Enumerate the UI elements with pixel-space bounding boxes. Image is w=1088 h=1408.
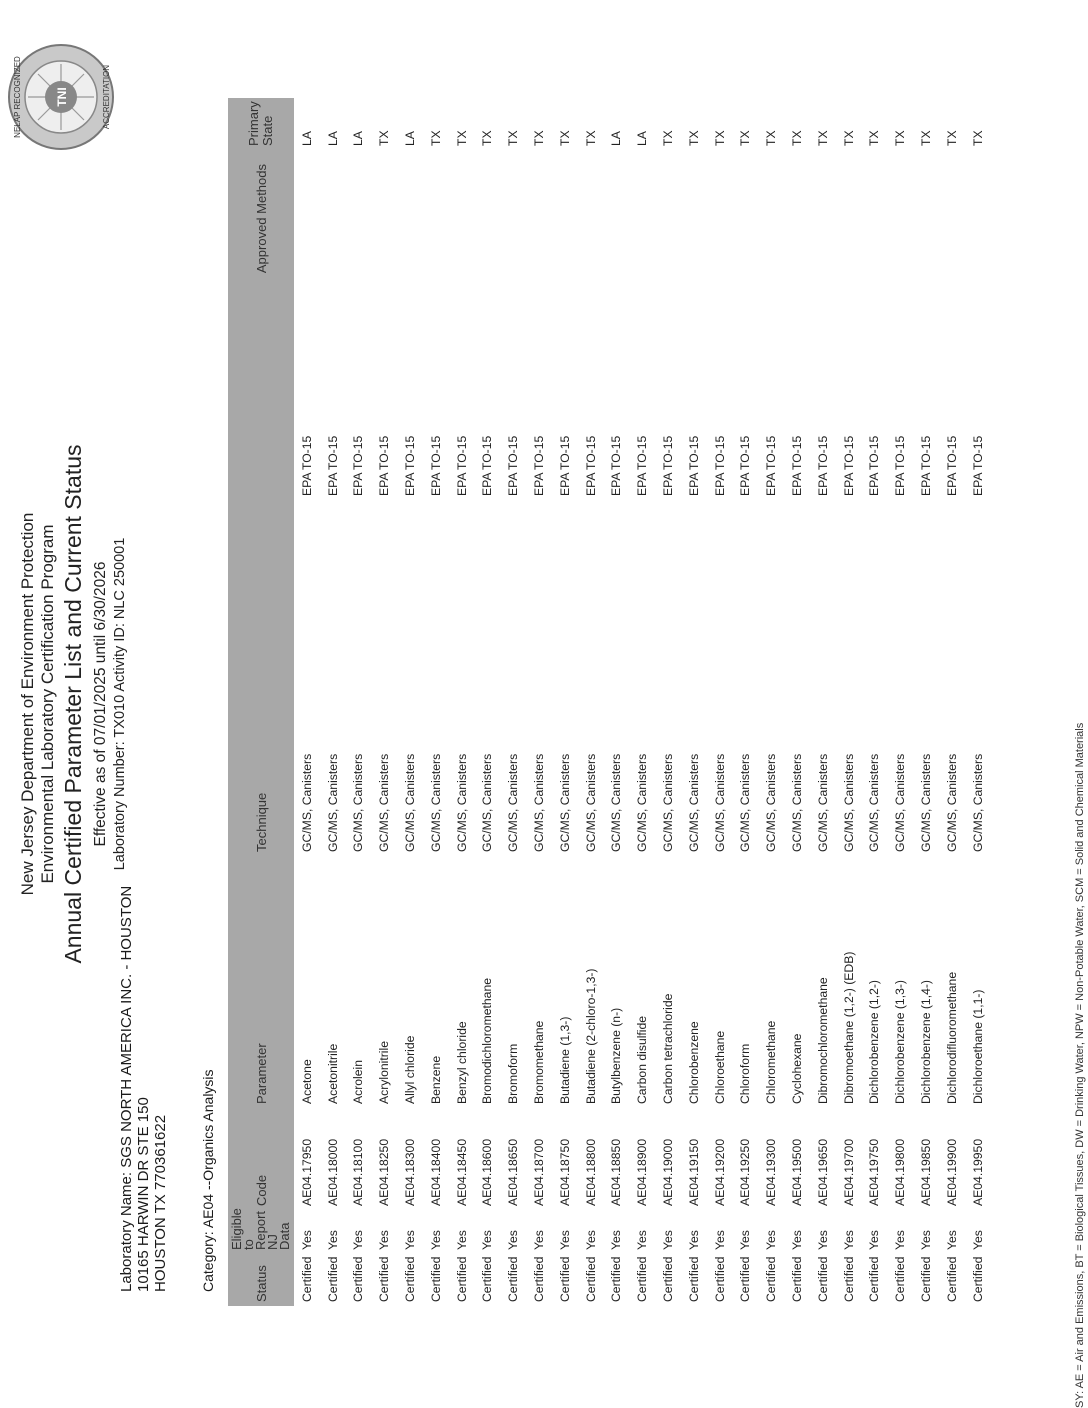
cell-eligible: Yes (377, 1230, 392, 1250)
cell-method: EPA TO-15 (764, 435, 779, 496)
cell-method: EPA TO-15 (867, 435, 882, 496)
cell-eligible: Yes (686, 1230, 701, 1250)
cell-parameter: Bromomethane (532, 1020, 547, 1104)
cell-technique: GC/MS, Canisters (919, 753, 934, 852)
effective-dates: Effective as of 07/01/2025 until 6/30/2026 (92, 561, 109, 847)
cell-method: EPA TO-15 (712, 435, 727, 496)
table-row (784, 98, 810, 1306)
cell-parameter: Chloromethane (764, 1020, 779, 1104)
cell-technique: GC/MS, Canisters (506, 753, 521, 852)
program-name: Environmental Laboratory Certification Program (38, 524, 57, 884)
cell-technique: GC/MS, Canisters (609, 753, 624, 852)
cell-code: AE04.18750 (557, 1138, 572, 1206)
table-row (604, 98, 630, 1306)
cell-method: EPA TO-15 (815, 435, 830, 496)
cell-technique: GC/MS, Canisters (454, 753, 469, 852)
cell-method: EPA TO-15 (686, 435, 701, 496)
cell-parameter: Bromodichloromethane (480, 977, 495, 1104)
cell-status: Certified (506, 1256, 521, 1302)
cell-eligible: Yes (738, 1230, 753, 1250)
col-code: Code (253, 1174, 269, 1206)
cell-code: AE04.18650 (506, 1138, 521, 1206)
cell-state: TX (893, 130, 908, 146)
cell-status: Certified (428, 1256, 443, 1302)
cell-technique: GC/MS, Canisters (970, 753, 985, 852)
cell-parameter: Carbon tetrachloride (661, 993, 676, 1104)
cell-technique: GC/MS, Canisters (867, 753, 882, 852)
cell-state: TX (841, 130, 856, 146)
cell-parameter: Acrylonitrile (377, 1041, 392, 1104)
cell-status: Certified (480, 1256, 495, 1302)
cell-technique: GC/MS, Canisters (893, 753, 908, 852)
cell-eligible: Yes (557, 1230, 572, 1250)
cell-code: AE04.19300 (764, 1138, 779, 1206)
cell-status: Certified (454, 1256, 469, 1302)
cell-code: AE04.18800 (583, 1138, 598, 1206)
cell-state: TX (428, 130, 443, 146)
table-row (733, 98, 759, 1306)
cell-code: AE04.19150 (686, 1138, 701, 1206)
cell-method: EPA TO-15 (325, 435, 340, 496)
cell-method: EPA TO-15 (661, 435, 676, 496)
cell-parameter: Carbon disulfide (635, 1015, 650, 1104)
svg-text:ACCREDITATION: ACCREDITATION (102, 64, 111, 130)
col-primary-state: Primary State (246, 101, 275, 146)
agency-name: New Jersey Department of Environment Protection (18, 512, 37, 896)
lab-address-line2: HOUSTON TX 770361622 (152, 1114, 169, 1292)
cell-parameter: Dichlorobenzene (1,3-) (893, 980, 908, 1104)
cell-code: AE04.19200 (712, 1138, 727, 1206)
cell-state: TX (583, 130, 598, 146)
cell-eligible: Yes (661, 1230, 676, 1250)
cell-eligible: Yes (532, 1230, 547, 1250)
cell-state: LA (325, 131, 340, 146)
page-title: Annual Certified Parameter List and Current Status (60, 444, 86, 964)
col-status: Status (253, 1265, 269, 1302)
cell-state: TX (944, 130, 959, 146)
cell-parameter: Butadiene (2-chloro-1,3-) (583, 968, 598, 1104)
table-row (629, 98, 655, 1306)
cell-technique: GC/MS, Canisters (480, 753, 495, 852)
cell-status: Certified (738, 1256, 753, 1302)
cell-method: EPA TO-15 (403, 435, 418, 496)
cell-eligible: Yes (841, 1230, 856, 1250)
col-technique: Technique (253, 792, 269, 852)
cell-status: Certified (532, 1256, 547, 1302)
cell-eligible: Yes (583, 1230, 598, 1250)
cell-parameter: Dibromoethane (1,2-) (EDB) (841, 951, 856, 1104)
cell-state: TX (557, 130, 572, 146)
cell-technique: GC/MS, Canisters (738, 753, 753, 852)
cell-code: AE04.18000 (325, 1138, 340, 1206)
cell-technique: GC/MS, Canisters (712, 753, 727, 852)
cell-eligible: Yes (428, 1230, 443, 1250)
cell-technique: GC/MS, Canisters (377, 753, 392, 852)
lab-number-line: Laboratory Number: TX010 Activity ID: NLC 250001 (112, 537, 128, 871)
category-label: Category: AE04 --Organics Analysis (200, 1069, 216, 1292)
cell-code: AE04.19800 (893, 1138, 908, 1206)
svg-text:TNI: TNI (55, 87, 69, 107)
cell-method: EPA TO-15 (919, 435, 934, 496)
cell-code: AE04.19950 (970, 1138, 985, 1206)
cell-parameter: Dichlorobenzene (1,4-) (919, 980, 934, 1104)
table-row (913, 98, 939, 1306)
table-row (810, 98, 836, 1306)
col-approved-methods: Approved Methods (253, 164, 269, 274)
cell-code: AE04.18300 (403, 1138, 418, 1206)
cell-parameter: Acetone (299, 1059, 314, 1104)
cell-state: TX (506, 130, 521, 146)
cell-technique: GC/MS, Canisters (428, 753, 443, 852)
table-row (965, 98, 991, 1306)
cell-eligible: Yes (454, 1230, 469, 1250)
cell-method: EPA TO-15 (454, 435, 469, 496)
cell-code: AE04.19500 (790, 1138, 805, 1206)
table-row (475, 98, 501, 1306)
cell-parameter: Butylbenzene (n-) (609, 1007, 624, 1104)
cell-eligible: Yes (815, 1230, 830, 1250)
cell-code: AE04.18900 (635, 1138, 650, 1206)
cell-status: Certified (635, 1256, 650, 1302)
cell-state: TX (480, 130, 495, 146)
cell-technique: GC/MS, Canisters (686, 753, 701, 852)
cell-parameter: Acetonitrile (325, 1043, 340, 1104)
cell-method: EPA TO-15 (351, 435, 366, 496)
cell-method: EPA TO-15 (428, 435, 443, 496)
cell-eligible: Yes (506, 1230, 521, 1250)
cell-parameter: Chloroform (738, 1043, 753, 1104)
cell-method: EPA TO-15 (790, 435, 805, 496)
cell-method: EPA TO-15 (738, 435, 753, 496)
table-row (681, 98, 707, 1306)
table-row (707, 98, 733, 1306)
cell-method: EPA TO-15 (944, 435, 959, 496)
cell-status: Certified (970, 1256, 985, 1302)
cell-eligible: Yes (712, 1230, 727, 1250)
table-row (655, 98, 681, 1306)
cell-eligible: Yes (970, 1230, 985, 1250)
table-row (939, 98, 965, 1306)
lab-address-block (118, 886, 169, 1292)
table-header (228, 98, 294, 1306)
cell-state: TX (377, 130, 392, 146)
table-body (294, 98, 991, 1306)
table-row (320, 98, 346, 1306)
cell-method: EPA TO-15 (609, 435, 624, 496)
cell-eligible: Yes (790, 1230, 805, 1250)
cell-code: AE04.19850 (919, 1138, 934, 1206)
cell-technique: GC/MS, Canisters (764, 753, 779, 852)
cell-parameter: Benzyl chloride (454, 1021, 469, 1104)
cell-technique: GC/MS, Canisters (635, 753, 650, 852)
table-row (294, 98, 320, 1306)
cell-code: AE04.18700 (532, 1138, 547, 1206)
svg-text:NELAP RECOGNIZED: NELAP RECOGNIZED (13, 56, 22, 138)
cell-technique: GC/MS, Canisters (841, 753, 856, 852)
cell-state: TX (738, 130, 753, 146)
cell-parameter: Bromoform (506, 1043, 521, 1104)
cell-state: TX (970, 130, 985, 146)
cell-status: Certified (377, 1256, 392, 1302)
cell-eligible: Yes (403, 1230, 418, 1250)
cell-eligible: Yes (867, 1230, 882, 1250)
cell-method: EPA TO-15 (532, 435, 547, 496)
cell-technique: GC/MS, Canisters (532, 753, 547, 852)
cell-parameter: Dichloroethane (1,1-) (970, 989, 985, 1104)
table-row (371, 98, 397, 1306)
cell-eligible: Yes (299, 1230, 314, 1250)
cell-technique: GC/MS, Canisters (583, 753, 598, 852)
cell-code: AE04.19250 (738, 1138, 753, 1206)
cell-method: EPA TO-15 (377, 435, 392, 496)
cell-code: AE04.17950 (299, 1138, 314, 1206)
cell-technique: GC/MS, Canisters (299, 753, 314, 852)
cell-code: AE04.19650 (815, 1138, 830, 1206)
cell-status: Certified (764, 1256, 779, 1302)
cell-status: Certified (790, 1256, 805, 1302)
cell-code: AE04.18100 (351, 1138, 366, 1206)
table-row (758, 98, 784, 1306)
cell-status: Certified (609, 1256, 624, 1302)
cell-parameter: Chlorobenzene (686, 1021, 701, 1104)
col-parameter: Parameter (253, 1043, 269, 1104)
cell-method: EPA TO-15 (635, 435, 650, 496)
cell-state: TX (712, 130, 727, 146)
cell-code: AE04.18250 (377, 1138, 392, 1206)
table-row (423, 98, 449, 1306)
cell-technique: GC/MS, Canisters (661, 753, 676, 852)
cell-method: EPA TO-15 (480, 435, 495, 496)
cell-state: TX (815, 130, 830, 146)
cell-technique: GC/MS, Canisters (944, 753, 959, 852)
cell-method: EPA TO-15 (893, 435, 908, 496)
cell-status: Certified (557, 1256, 572, 1302)
cell-status: Certified (893, 1256, 908, 1302)
cell-status: Certified (944, 1256, 959, 1302)
cell-parameter: Allyl chloride (403, 1035, 418, 1104)
table-row (552, 98, 578, 1306)
cell-state: LA (635, 131, 650, 146)
table-row (836, 98, 862, 1306)
cell-technique: GC/MS, Canisters (815, 753, 830, 852)
cell-parameter: Cyclohexane (790, 1033, 805, 1104)
cell-eligible: Yes (893, 1230, 908, 1250)
cell-method: EPA TO-15 (506, 435, 521, 496)
cell-code: AE04.18450 (454, 1138, 469, 1206)
cell-method: EPA TO-15 (299, 435, 314, 496)
cell-state: TX (686, 130, 701, 146)
cell-status: Certified (661, 1256, 676, 1302)
cell-status: Certified (712, 1256, 727, 1302)
cell-parameter: Dichlorobenzene (1,2-) (867, 980, 882, 1104)
cell-status: Certified (299, 1256, 314, 1302)
cell-status: Certified (583, 1256, 598, 1302)
table-row (397, 98, 423, 1306)
cell-state: TX (454, 130, 469, 146)
cell-technique: GC/MS, Canisters (790, 753, 805, 852)
cell-parameter: Acrolein (351, 1059, 366, 1104)
cell-code: AE04.19700 (841, 1138, 856, 1206)
cell-code: AE04.18600 (480, 1138, 495, 1206)
cell-code: AE04.19900 (944, 1138, 959, 1206)
cell-state: TX (532, 130, 547, 146)
table-row (526, 98, 552, 1306)
cell-parameter: Chloroethane (712, 1030, 727, 1104)
cell-status: Certified (841, 1256, 856, 1302)
cell-method: EPA TO-15 (583, 435, 598, 496)
cell-code: AE04.19000 (661, 1138, 676, 1206)
parameter-table (228, 98, 991, 1306)
cell-state: TX (919, 130, 934, 146)
cell-status: Certified (867, 1256, 882, 1302)
cell-eligible: Yes (325, 1230, 340, 1250)
col-eligible: Eligible to Report NJ Data (229, 1208, 292, 1250)
cell-technique: GC/MS, Canisters (325, 753, 340, 852)
cell-state: LA (299, 131, 314, 146)
cell-code: AE04.18850 (609, 1138, 624, 1206)
cell-parameter: Butadiene (1,3-) (557, 1016, 572, 1104)
cell-status: Certified (351, 1256, 366, 1302)
cell-state: TX (867, 130, 882, 146)
cell-eligible: Yes (609, 1230, 624, 1250)
table-row (862, 98, 888, 1306)
cell-state: LA (403, 131, 418, 146)
cell-state: TX (661, 130, 676, 146)
cell-state: LA (351, 131, 366, 146)
cell-parameter: Benzene (428, 1055, 443, 1104)
cell-state: LA (609, 131, 624, 146)
table-row (346, 98, 372, 1306)
cell-parameter: Dichlorodifluoromethane (944, 971, 959, 1104)
cell-status: Certified (815, 1256, 830, 1302)
cell-status: Certified (919, 1256, 934, 1302)
cell-eligible: Yes (351, 1230, 366, 1250)
lab-address-line1: 10165 HARWIN DR STE 150 (135, 1097, 152, 1292)
cell-eligible: Yes (635, 1230, 650, 1250)
cell-technique: GC/MS, Canisters (403, 753, 418, 852)
cell-eligible: Yes (764, 1230, 779, 1250)
table-row (887, 98, 913, 1306)
cell-status: Certified (686, 1256, 701, 1302)
cell-status: Certified (403, 1256, 418, 1302)
table-row (449, 98, 475, 1306)
cell-method: EPA TO-15 (970, 435, 985, 496)
cell-eligible: Yes (944, 1230, 959, 1250)
cell-technique: GC/MS, Canisters (351, 753, 366, 852)
lab-name: Laboratory Name: SGS NORTH AMERICA INC. - HOUSTON (118, 885, 135, 1292)
cell-eligible: Yes (919, 1230, 934, 1250)
footer-abbreviations: SY: AE = Air and Emissions, BT = Biological Tissues, DW = Drinking Water, NPW = Non-Potable Water, SCM = Solid and Chemical Materials (1074, 722, 1086, 1408)
cell-method: EPA TO-15 (557, 435, 572, 496)
cell-method: EPA TO-15 (841, 435, 856, 496)
cell-status: Certified (325, 1256, 340, 1302)
table-row (500, 98, 526, 1306)
table-row (578, 98, 604, 1306)
cell-parameter: Dibromochloromethane (815, 977, 830, 1104)
cell-state: TX (764, 130, 779, 146)
cell-technique: GC/MS, Canisters (557, 753, 572, 852)
cell-code: AE04.19750 (867, 1138, 882, 1206)
cell-state: TX (790, 130, 805, 146)
cell-eligible: Yes (480, 1230, 495, 1250)
cell-code: AE04.18400 (428, 1138, 443, 1206)
